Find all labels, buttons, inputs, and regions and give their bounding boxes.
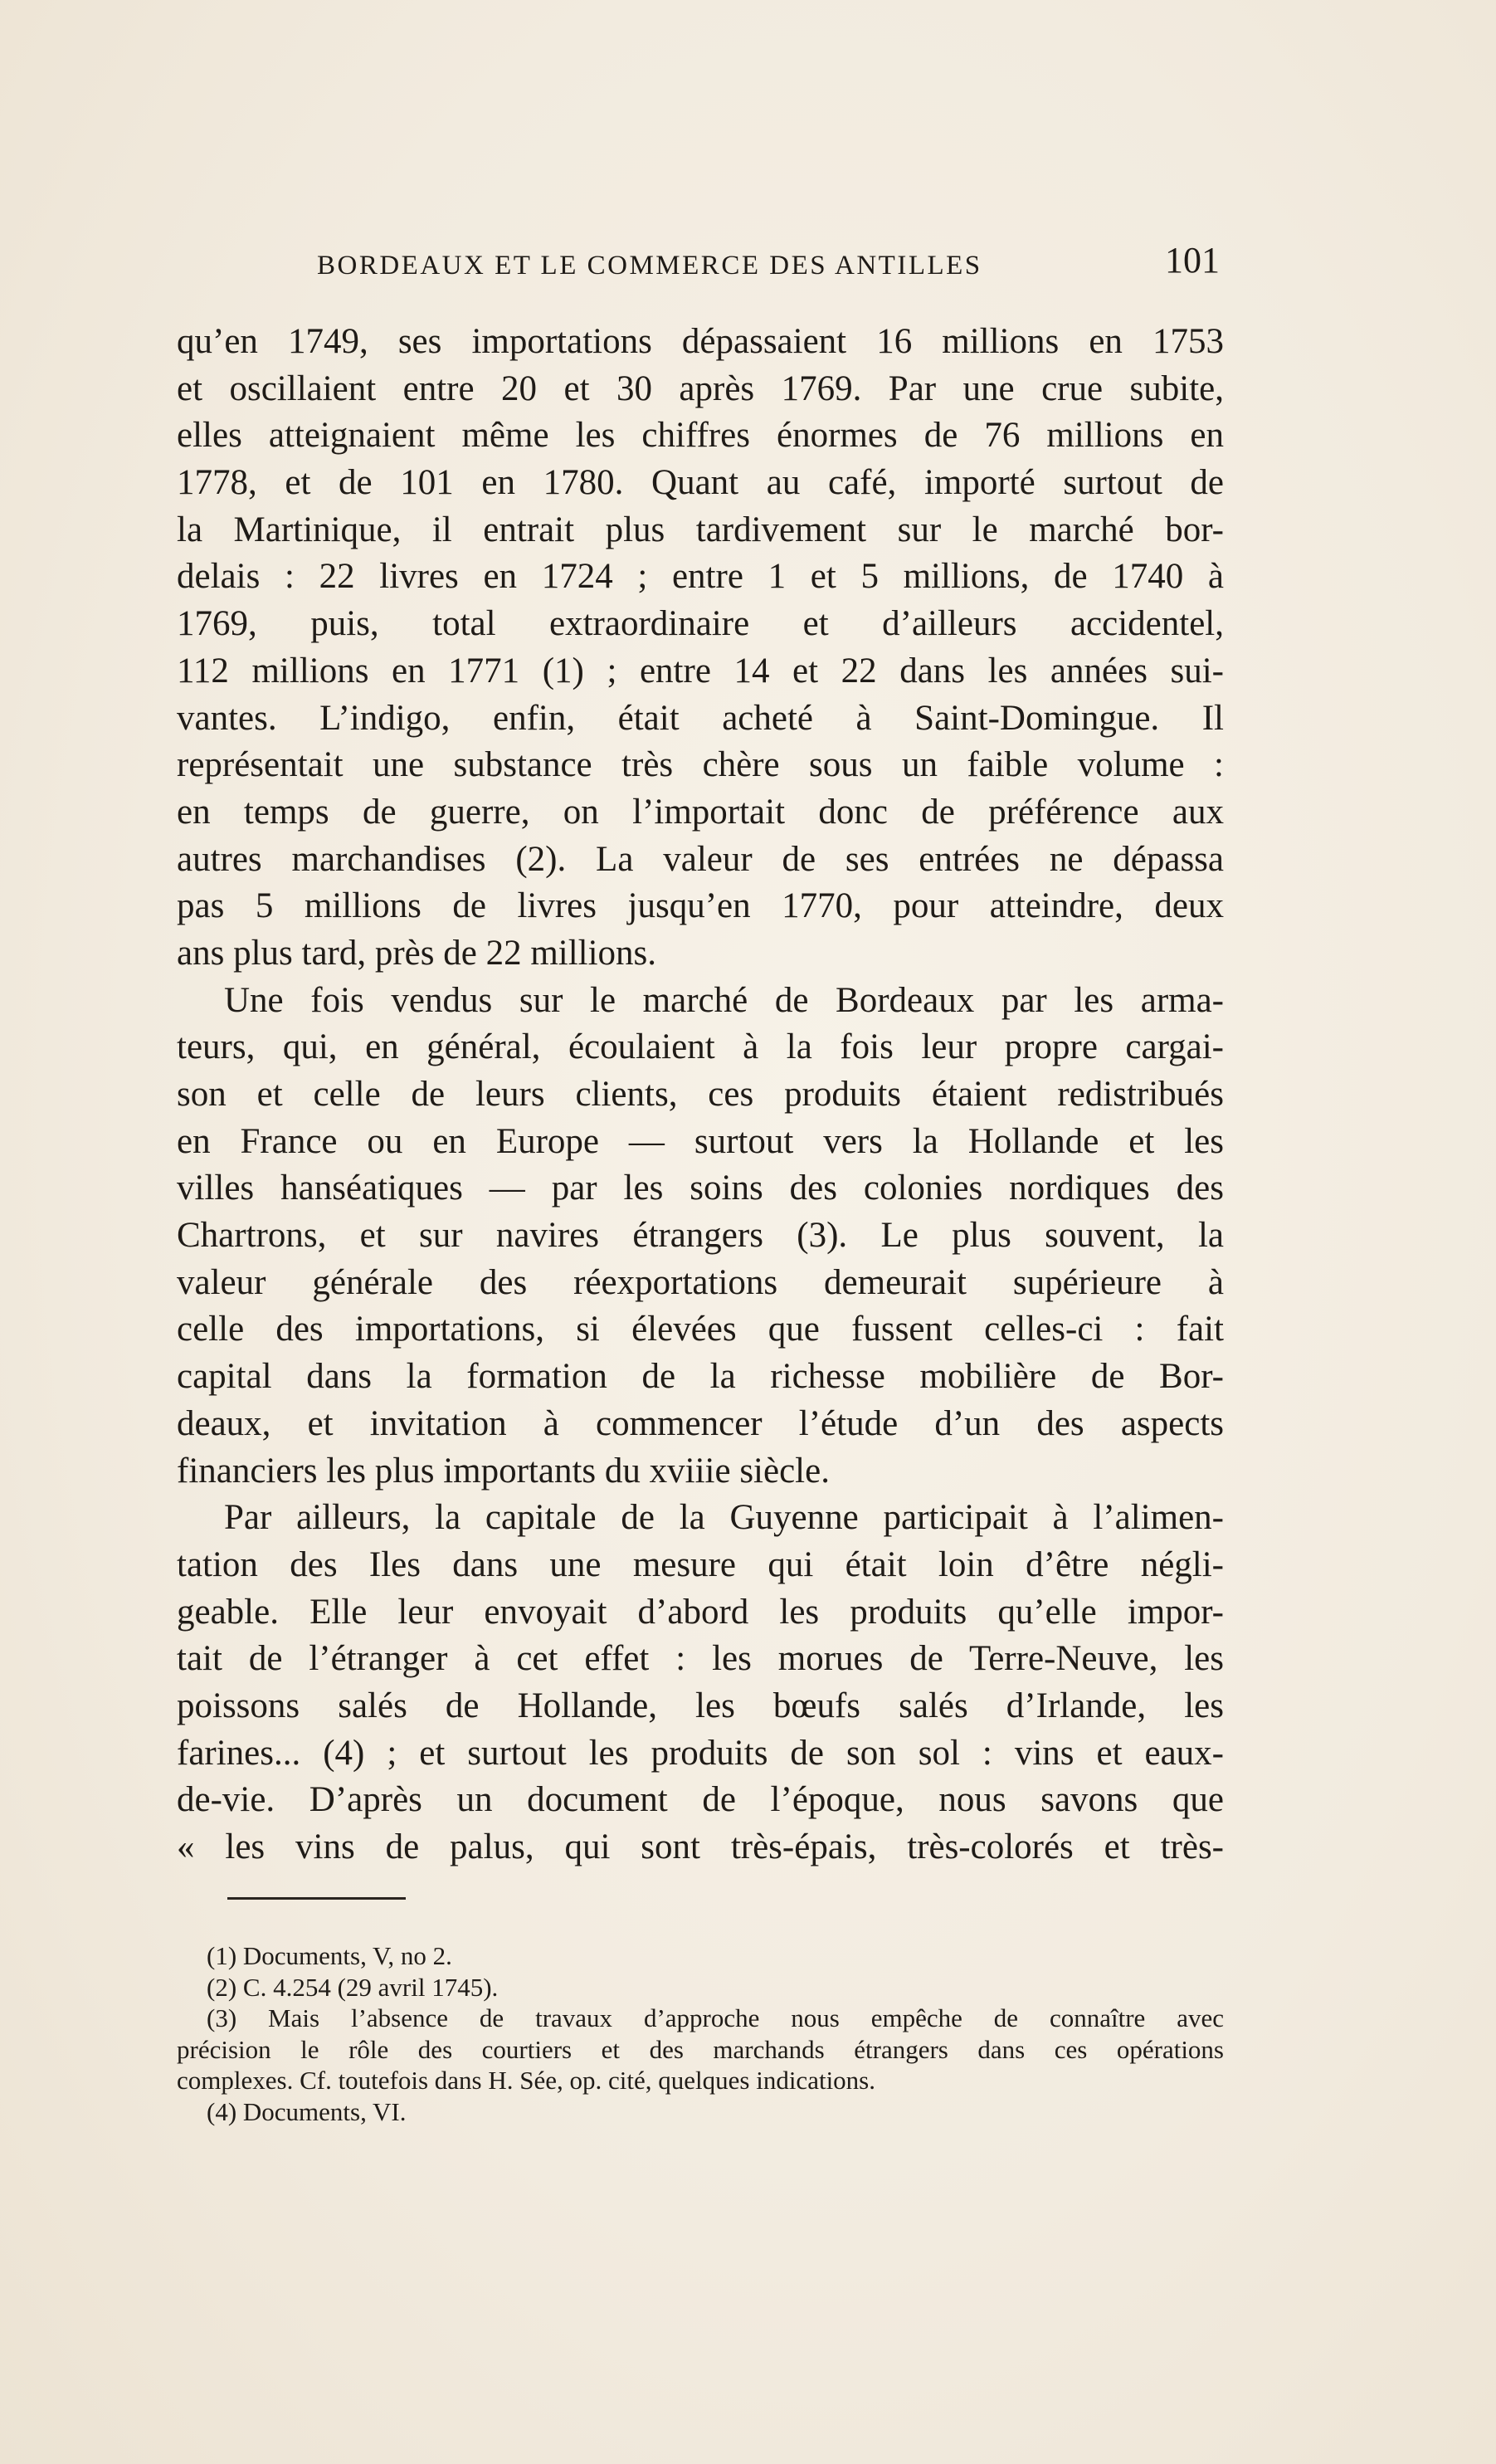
text-line: tation des Iles dans une mesure qui était loin d’être négli-	[177, 1544, 1224, 1584]
text-line: valeur générale des réexportations demeurait supérieure à	[177, 1262, 1224, 1302]
text-line: qu’en 1749, ses importations dépassaient 16 millions en 1753	[177, 322, 1224, 361]
body-text	[177, 319, 1224, 1871]
footnote-rule	[227, 1897, 406, 1900]
text-line: représentait une substance très chère sous un faible volume :	[177, 745, 1224, 785]
text-line: ans plus tard, près de 22 millions.	[177, 933, 657, 973]
footnote: (2) C. 4.254 (29 avril 1745).	[207, 1972, 499, 2002]
text-line: poissons salés de Hollande, les bœufs salés d’Irlande, les	[177, 1686, 1224, 1725]
text-line: elles atteignaient même les chiffres énormes de 76 millions en	[177, 416, 1224, 456]
text-line: capital dans la formation de la richesse mobilière de Bor-	[177, 1357, 1224, 1397]
text-line: vantes. L’indigo, enfin, était acheté à Saint-Domingue. Il	[177, 698, 1224, 738]
text-line: de-vie. D’après un document de l’époque, nous savons que	[177, 1780, 1224, 1820]
text-line: la Martinique, il entrait plus tardivement sur le marché bor-	[177, 510, 1224, 549]
footnote: précision le rôle des courtiers et des marchands étrangers dans ces opérations	[177, 2034, 1224, 2064]
text-line: delais : 22 livres en 1724 ; entre 1 et 5 millions, de 1740 à	[177, 557, 1224, 597]
text-line: pas 5 millions de livres jusqu’en 1770, pour atteindre, deux	[177, 886, 1224, 926]
text-line: geable. Elle leur envoyait d’abord les produits qu’elle impor-	[177, 1592, 1224, 1632]
running-title: BORDEAUX ET LE COMMERCE DES ANTILLES	[317, 251, 982, 281]
text-line: en France ou en Europe — surtout vers la Hollande et les	[177, 1121, 1224, 1161]
page-number: 101	[1165, 240, 1220, 281]
text-line: Par ailleurs, la capitale de la Guyenne participait à l’alimen-	[224, 1498, 1224, 1538]
text-line: villes hanséatiques — par les soins des colonies nordiques des	[177, 1169, 1224, 1208]
text-line: Une fois vendus sur le marché de Bordeaux par les arma-	[224, 980, 1224, 1020]
text-line: tait de l’étranger à cet effet : les morues de Terre-Neuve, les	[177, 1639, 1224, 1679]
text-line: autres marchandises (2). La valeur de ses entrées ne dépassa	[177, 839, 1224, 879]
text-line: et oscillaient entre 20 et 30 après 1769. Par une crue subite,	[177, 368, 1224, 408]
running-head	[317, 239, 1220, 289]
footnotes	[177, 1940, 1224, 2127]
footnote: (3) Mais l’absence de travaux d’approche nous empêche de connaître avec	[207, 2003, 1224, 2032]
text-line: financiers les plus importants du xviiie siècle.	[177, 1451, 830, 1491]
text-line: teurs, qui, en général, écoulaient à la fois leur propre cargai-	[177, 1027, 1224, 1067]
text-line: farines... (4) ; et surtout les produits de son sol : vins et eaux-	[177, 1733, 1224, 1773]
text-line: Chartrons, et sur navires étrangers (3). Le plus souvent, la	[177, 1216, 1224, 1256]
footnote: complexes. Cf. toutefois dans H. Sée, op. cité, quelques indications.	[177, 2066, 875, 2095]
text-line: celle des importations, si élevées que fussent celles-ci : fait	[177, 1310, 1224, 1349]
text-line: 1769, puis, total extraordinaire et d’ailleurs accidentel,	[177, 604, 1224, 644]
footnote: (1) Documents, V, no 2.	[207, 1941, 452, 1970]
footnote: (4) Documents, VI.	[207, 2096, 407, 2126]
text-line: 1778, et de 101 en 1780. Quant au café, importé surtout de	[177, 463, 1224, 503]
text-line: deaux, et invitation à commencer l’étude d’un des aspects	[177, 1403, 1224, 1443]
text-line: en temps de guerre, on l’importait donc de préférence aux	[177, 792, 1224, 832]
text-line: son et celle de leurs clients, ces produits étaient redistribués	[177, 1075, 1224, 1114]
text-line: « les vins de palus, qui sont très-épais, très-colorés et très-	[177, 1827, 1224, 1866]
text-line: 112 millions en 1771 (1) ; entre 14 et 22 dans les années sui-	[177, 651, 1224, 690]
